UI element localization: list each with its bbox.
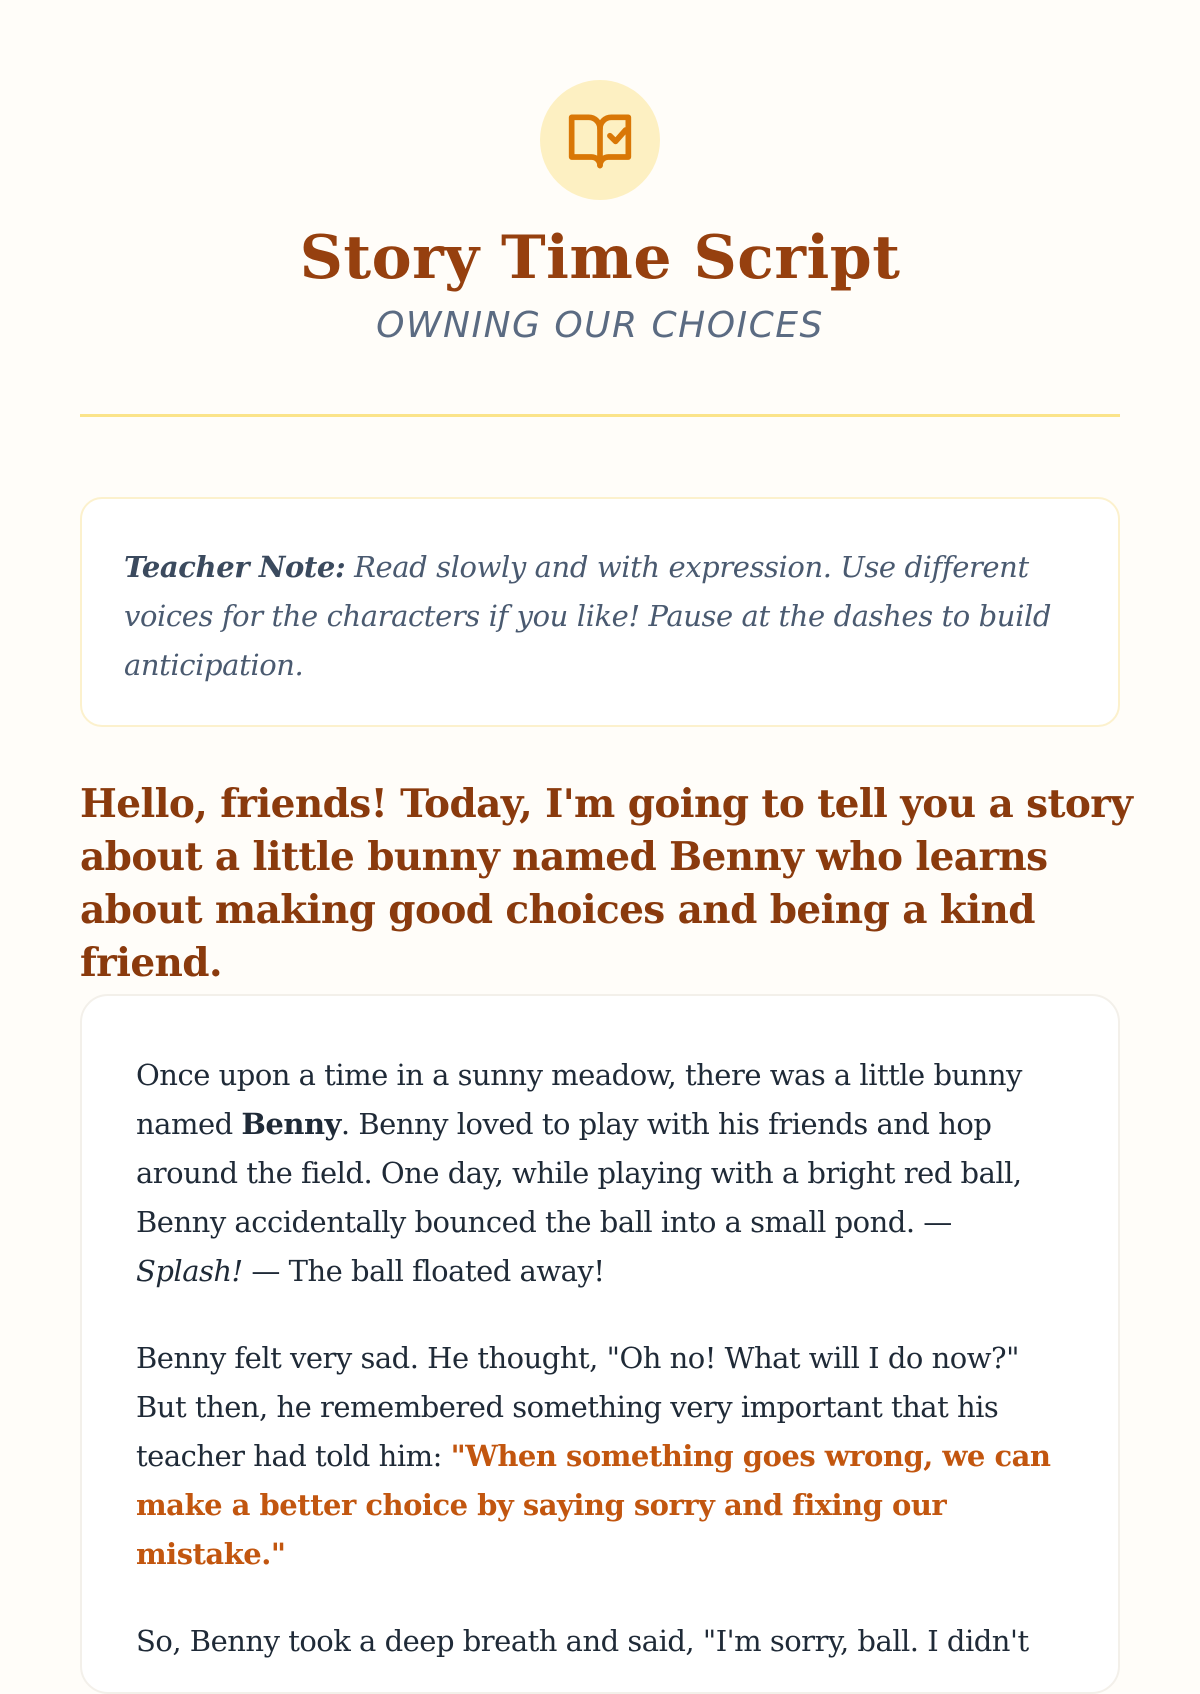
story-card: [80, 994, 1120, 1694]
sound-effect: Splash!: [136, 1254, 243, 1288]
teacher-quote: "When something goes wrong, we can make a better choice by saying sorry and fixing our mistake.": [136, 1439, 1051, 1571]
book-icon-badge: [540, 80, 660, 200]
story-paragraph-2: [136, 1334, 1066, 1579]
teacher-note-label: Teacher Note:: [124, 550, 346, 584]
teacher-note-card: [80, 497, 1120, 727]
page-header: [0, 0, 1200, 348]
book-check-icon: [566, 106, 634, 174]
page-subtitle: OWNING OUR CHOICES: [376, 305, 824, 346]
page-title: Story Time Script: [299, 223, 901, 293]
story-intro: Hello, friends! Today, I'm going to tell you a story about a little bunny named Benny who learns about making good choices and being a kind friend.: [80, 781, 1133, 986]
story-text: Benny felt very sad. He thought, "Oh no! What will I do now?" But then, he remembered something very important that his teacher had told him:: [136, 1341, 1019, 1473]
story-paragraph-3: [136, 1617, 1066, 1666]
teacher-note: [124, 543, 1076, 690]
character-name: Benny: [241, 1107, 341, 1141]
story-text: Once upon a time in a sunny meadow, there was a little bunny named: [136, 1058, 1022, 1141]
story-text: . Benny loved to play with his friends and hop around the field. One day, while playing with a bright red ball, Benny accidentally bounced the ball into a small pond. —: [136, 1107, 1022, 1239]
teacher-note-text: Read slowly and with expression. Use different voices for the characters if you like! Pause at the dashes to build anticipation.: [124, 550, 1051, 682]
header-divider: [80, 414, 1120, 417]
story-text: — The ball floated away!: [242, 1254, 605, 1288]
story-paragraph-1: [136, 1051, 1066, 1296]
story-text: So, Benny took a deep breath and said, "I'm sorry, ball. I didn't: [136, 1624, 1029, 1658]
